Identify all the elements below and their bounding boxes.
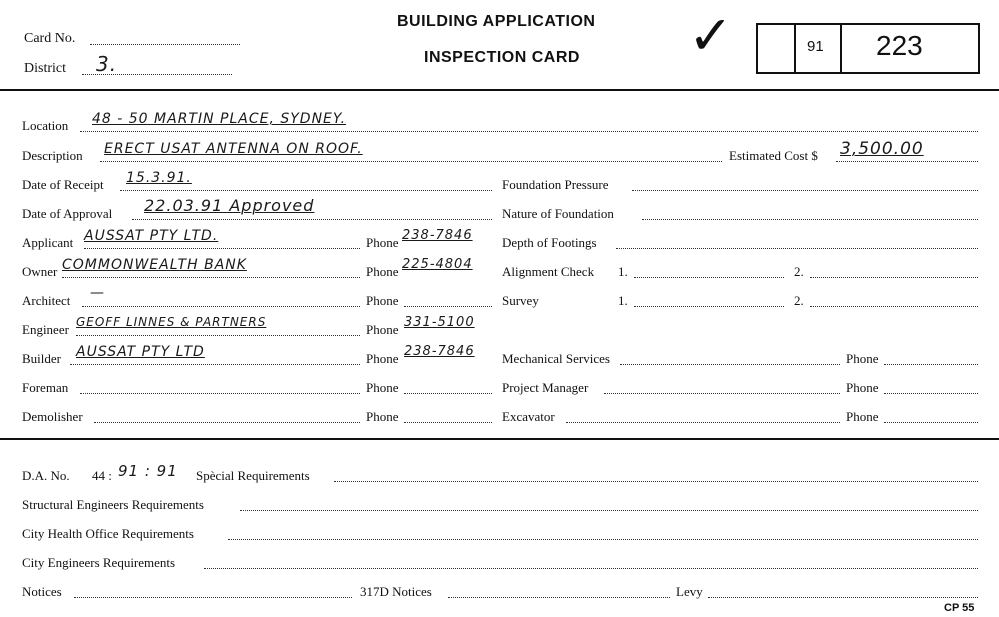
description-label: Description: [22, 148, 83, 163]
applicant-phone: 238-7846: [402, 228, 473, 243]
levy-label: Levy: [676, 584, 703, 599]
date-of-receipt-value: 15.3.91.: [126, 170, 192, 186]
city-health-requirements-field[interactable]: [228, 539, 978, 540]
survey-2-label: 2.: [794, 293, 804, 308]
project-manager-label: Project Manager: [502, 380, 589, 395]
applicant-phone-label: Phone: [366, 235, 399, 250]
engineer-value: GEOFF LINNES & PARTNERS: [76, 315, 267, 329]
project-manager-field[interactable]: [604, 393, 840, 394]
location-label: Location: [22, 118, 69, 133]
notices-field[interactable]: [74, 597, 352, 598]
notices-label: Notices: [22, 584, 62, 599]
builder-value: AUSSAT PTY LTD: [76, 344, 205, 360]
architect-phone-field[interactable]: [404, 306, 492, 307]
foreman-phone-field[interactable]: [404, 393, 492, 394]
engineer-label: Engineer: [22, 322, 69, 337]
excavator-phone-field[interactable]: [884, 422, 978, 423]
title-building-application: BUILDING APPLICATION: [397, 13, 596, 30]
check-mark-icon: ✓: [688, 4, 734, 67]
notices-317d-label: 317D Notices: [360, 584, 432, 599]
structural-requirements-label: Structural Engineers Requirements: [22, 497, 204, 512]
da-no-value: 91 : 91: [118, 462, 178, 480]
excavator-phone-label: Phone: [846, 409, 879, 424]
description-field[interactable]: [100, 161, 722, 162]
engineer-phone-label: Phone: [366, 322, 399, 337]
excavator-label: Excavator: [502, 409, 555, 424]
card-no-label: Card No.: [24, 31, 76, 46]
card-number-box: [756, 23, 980, 74]
excavator-field[interactable]: [566, 422, 840, 423]
levy-field[interactable]: [708, 597, 978, 598]
owner-phone-label: Phone: [366, 264, 399, 279]
alignment-check-2-label: 2.: [794, 264, 804, 279]
demolisher-phone-field[interactable]: [404, 422, 492, 423]
alignment-check-label: Alignment Check: [502, 264, 595, 279]
mechanical-services-phone-label: Phone: [846, 351, 879, 366]
location-value: 48 - 50 MARTIN PLACE, SYDNEY.: [92, 111, 347, 127]
depth-of-footings-label: Depth of Footings: [502, 235, 597, 250]
da-no-label: D.A. No.: [22, 468, 70, 483]
demolisher-label: Demolisher: [22, 409, 83, 424]
date-of-approval-label: Date of Approval: [22, 206, 113, 221]
demolisher-phone-label: Phone: [366, 409, 399, 424]
description-value: ERECT USAT ANTENNA ON ROOF.: [104, 141, 363, 157]
project-manager-phone-label: Phone: [846, 380, 879, 395]
owner-value: COMMONWEALTH BANK: [62, 257, 247, 273]
applicant-label: Applicant: [22, 235, 74, 250]
nature-of-foundation-field[interactable]: [642, 219, 978, 220]
owner-phone: 225-4804: [402, 257, 473, 272]
title-inspection-card: INSPECTION CARD: [424, 49, 580, 66]
estimated-cost-value: 3,500.00: [840, 139, 924, 159]
alignment-check-2-field[interactable]: [810, 277, 978, 278]
builder-field[interactable]: [70, 364, 360, 365]
special-requirements-field[interactable]: [334, 481, 978, 482]
foreman-field[interactable]: [80, 393, 360, 394]
notices-317d-field[interactable]: [448, 597, 670, 598]
survey-1-label: 1.: [618, 293, 628, 308]
foundation-pressure-label: Foundation Pressure: [502, 177, 609, 192]
card-year: 91: [807, 38, 824, 55]
architect-phone-label: Phone: [366, 293, 399, 308]
section-rule: [0, 438, 999, 440]
applicant-value: AUSSAT PTY LTD.: [84, 228, 219, 244]
mechanical-services-field[interactable]: [620, 364, 840, 365]
foreman-phone-label: Phone: [366, 380, 399, 395]
survey-2-field[interactable]: [810, 306, 978, 307]
architect-value: —: [90, 285, 105, 301]
foreman-label: Foreman: [22, 380, 69, 395]
district-label: District: [24, 61, 66, 76]
foundation-pressure-field[interactable]: [632, 190, 978, 191]
owner-label: Owner: [22, 264, 58, 279]
card-box-divider-1: [794, 23, 796, 72]
structural-requirements-field[interactable]: [240, 510, 978, 511]
engineer-phone: 331-5100: [404, 315, 475, 330]
architect-field[interactable]: [82, 306, 360, 307]
demolisher-field[interactable]: [94, 422, 360, 423]
alignment-check-1-label: 1.: [618, 264, 628, 279]
alignment-check-1-field[interactable]: [634, 277, 784, 278]
date-of-approval-field[interactable]: [132, 219, 492, 220]
depth-of-footings-field[interactable]: [616, 248, 978, 249]
mechanical-services-label: Mechanical Services: [502, 351, 610, 366]
da-no-prefix: 44 :: [92, 468, 112, 483]
engineer-field[interactable]: [76, 335, 360, 336]
builder-label: Builder: [22, 351, 61, 366]
card-no-field[interactable]: [90, 44, 240, 45]
city-engineers-requirements-field[interactable]: [204, 568, 978, 569]
survey-1-field[interactable]: [634, 306, 784, 307]
form-code: CP 55: [944, 602, 975, 614]
estimated-cost-label: Estimated Cost $: [729, 148, 818, 163]
date-of-receipt-field[interactable]: [120, 190, 492, 191]
applicant-field[interactable]: [84, 248, 360, 249]
card-number: 223: [876, 30, 923, 61]
builder-phone: 238-7846: [404, 344, 475, 359]
builder-phone-label: Phone: [366, 351, 399, 366]
owner-field[interactable]: [62, 277, 360, 278]
project-manager-phone-field[interactable]: [884, 393, 978, 394]
estimated-cost-field[interactable]: [836, 161, 978, 162]
header-rule: [0, 89, 999, 91]
city-engineers-requirements-label: City Engineers Requirements: [22, 555, 176, 570]
card-box-divider-2: [840, 23, 842, 72]
date-of-approval-value: 22.03.91 Approved: [144, 196, 315, 215]
special-requirements-label: Spècial Requirements: [196, 468, 310, 483]
mechanical-services-phone-field[interactable]: [884, 364, 978, 365]
nature-of-foundation-label: Nature of Foundation: [502, 206, 614, 221]
city-health-requirements-label: City Health Office Requirements: [22, 526, 194, 541]
architect-label: Architect: [22, 293, 71, 308]
survey-label: Survey: [502, 293, 539, 308]
date-of-receipt-label: Date of Receipt: [22, 177, 104, 192]
district-value: 3.: [96, 52, 118, 76]
location-field[interactable]: [80, 131, 978, 132]
